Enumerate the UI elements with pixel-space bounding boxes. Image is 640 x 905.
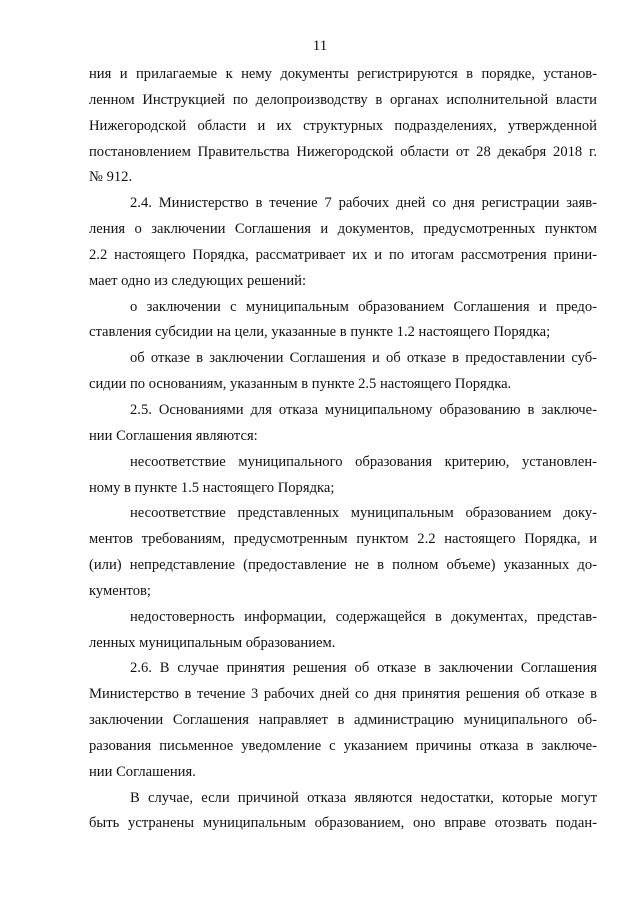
text-line: № 912. <box>89 169 133 186</box>
text-line: 2.6. В случае принятия решения об отказе в заключении Соглашения <box>130 660 597 677</box>
text-line: заключении Соглашения направляет в администрацию муниципального об- <box>89 712 597 729</box>
text-line: Нижегородской области и их структурных подразделениях, утвержденной <box>89 117 597 134</box>
text-line: 2.2 настоящего Порядка, рассматривает их и по итогам рассмотрения прини- <box>89 246 597 263</box>
text-line: ленном Инструкцией по делопроизводству в органах исполнительной власти <box>89 91 597 108</box>
text-line: (или) непредставление (предоставление не в полном объеме) указанных до- <box>89 557 597 574</box>
text-line: ному в пункте 1.5 настоящего Порядка; <box>89 479 335 496</box>
text-line: ленных муниципальным образованием. <box>89 634 336 651</box>
text-line: кументов; <box>89 582 151 599</box>
body-text <box>89 62 597 837</box>
text-line: об отказе в заключении Соглашения и об отказе в предоставлении суб- <box>130 350 597 367</box>
text-line: ментов требованиям, предусмотренным пунктом 2.2 настоящего Порядка, и <box>89 531 597 548</box>
text-line: сидии по основаниям, указанным в пункте 2.5 настоящего Порядка. <box>89 376 512 393</box>
text-line: несоответствие представленных муниципальным образованием доку- <box>130 505 597 522</box>
text-line: Министерство в течение 3 рабочих дней со дня принятия решения об отказе в <box>89 686 597 703</box>
text-line: постановлением Правительства Нижегородской области от 28 декабря 2018 г. <box>89 143 597 160</box>
text-line: ления о заключении Соглашения и документов, предусмотренных пунктом <box>89 221 597 238</box>
text-line: мает одно из следующих решений: <box>89 272 307 289</box>
text-line: ставления субсидии на цели, указанные в пункте 1.2 настоящего Порядка; <box>89 324 551 341</box>
text-line: 2.5. Основаниями для отказа муниципальному образованию в заключе- <box>130 401 597 418</box>
text-line: ния и прилагаемые к нему документы регистрируются в порядке, установ- <box>89 66 597 82</box>
text-line: нии Соглашения являются: <box>89 427 258 444</box>
text-line: 2.4. Министерство в течение 7 рабочих дней со дня регистрации заяв- <box>130 195 597 212</box>
text-line: быть устранены муниципальным образованием, оно вправе отозвать подан- <box>89 815 597 832</box>
text-line: недостоверность информации, содержащейся в документах, представ- <box>130 608 597 625</box>
text-line: нии Соглашения. <box>89 763 196 780</box>
page-number: 11 <box>312 38 328 54</box>
text-line: разования письменное уведомление с указанием причины отказа в заключе- <box>89 737 597 754</box>
text-line: В случае, если причиной отказа являются недостатки, которые могут <box>130 789 597 806</box>
text-line: о заключении с муниципальным образованием Соглашения и предо- <box>130 298 597 315</box>
text-line: несоответствие муниципального образования критерию, установлен- <box>130 453 597 470</box>
